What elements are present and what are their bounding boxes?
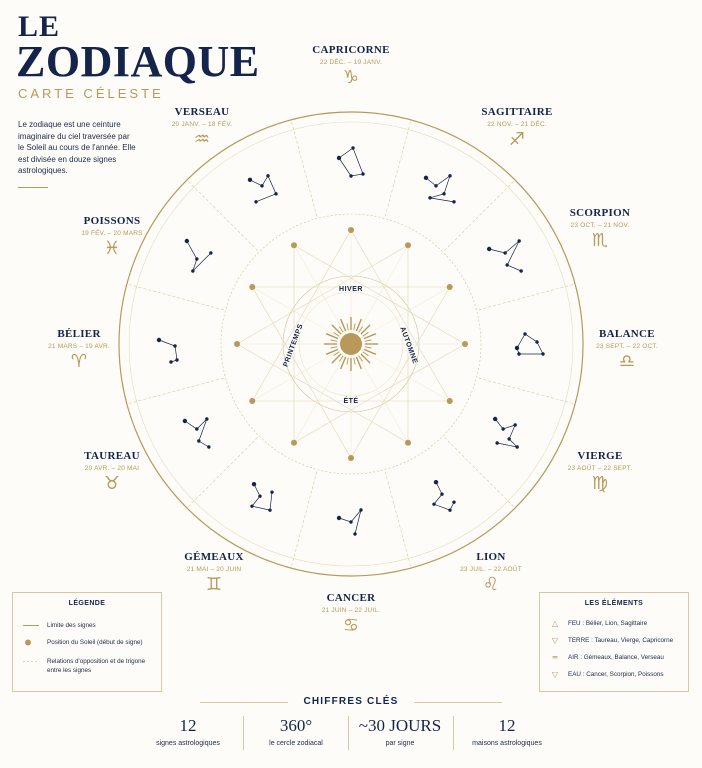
constellation-line (489, 241, 521, 271)
sun-ray (365, 340, 372, 341)
sign-name: BALANCE (599, 328, 655, 340)
constellation-star (195, 257, 198, 260)
legend-title: LÉGENDE (68, 600, 106, 607)
sign-boundary-line (479, 284, 576, 310)
constellation-star (268, 508, 271, 511)
sign-name: LION (476, 551, 506, 563)
constellation-line (434, 482, 454, 510)
sign-dates: 20 JANV. – 18 FÉV. (171, 121, 233, 128)
sun-ray (361, 325, 370, 334)
sign-dates: 20 AVR. – 20 MAI (84, 465, 140, 472)
constellation-star (495, 441, 498, 444)
constellation-star (270, 490, 273, 493)
sign-dates: 23 JUIL. – 22 AOÛT (460, 566, 522, 573)
sign-glyph-icon: ♌ (482, 574, 500, 595)
sun-position-dot (291, 440, 297, 446)
constellation-star (185, 239, 189, 243)
constellation-star (432, 502, 435, 505)
sign-name: VERSEAU (174, 106, 230, 118)
sun-icon (324, 317, 378, 371)
constellation-star (209, 251, 212, 254)
sign-label (436, 551, 546, 594)
constellation (337, 508, 363, 535)
sign-name: VIERGE (577, 450, 623, 462)
subtitle: CARTE CÉLESTE (18, 86, 164, 101)
season-label: ÉTÉ (343, 398, 359, 405)
sign-dates: 23 SEPT. – 22 OCT. (596, 343, 658, 350)
constellation-star (434, 184, 437, 187)
constellation (432, 480, 455, 512)
key-figures-title: CHIFFRES CLÉS (303, 696, 399, 707)
sun-position-dot (249, 284, 255, 290)
relation-line-icon (23, 657, 41, 666)
sign-label (147, 106, 257, 149)
sun-disc (340, 333, 362, 355)
constellation-star (195, 427, 198, 430)
constellation (515, 332, 545, 355)
constellation-star (191, 269, 194, 272)
sign-label (296, 592, 406, 635)
sign-glyph-icon: ♊ (205, 574, 223, 595)
sign-label (57, 215, 167, 258)
earth-icon: ▽ (551, 636, 559, 645)
constellation-star (205, 417, 208, 420)
sun-dot-icon (23, 638, 41, 647)
sign-boundary-line (127, 284, 224, 310)
key-figure-value: 360° (279, 716, 313, 735)
sun-ray (332, 354, 341, 363)
legend-box (12, 592, 162, 692)
constellation-star (448, 508, 451, 511)
sun-position-dot (291, 242, 297, 248)
sign-label (545, 207, 655, 250)
sun-ray (347, 323, 348, 330)
sign-boundary-line (385, 120, 411, 217)
sun-position-dot (249, 398, 255, 404)
sign-boundary-line (444, 180, 515, 251)
constellation-star (503, 251, 506, 254)
sign-dates: 22 DÉC. – 19 JANV. (319, 59, 383, 66)
sun-ray (354, 323, 355, 330)
constellation (424, 174, 456, 203)
constellation-star (505, 263, 508, 266)
sun-ray (330, 340, 337, 341)
constellation (250, 482, 273, 512)
constellation-line (187, 241, 211, 271)
sign-label (57, 450, 167, 493)
sun-ray (332, 325, 341, 334)
sign-boundary-line (127, 378, 224, 404)
title-line-1: LE (18, 10, 61, 43)
constellation-star (452, 500, 455, 503)
constellation-star (440, 492, 443, 495)
constellation-star (248, 178, 252, 182)
sign-name: BÉLIER (57, 328, 101, 340)
sign-label (572, 328, 682, 371)
sign-dates: 23 OCT. – 21 NOV. (570, 222, 630, 229)
legend-item-label: Relations d'opposition et de trigone entre les signes (47, 658, 146, 674)
sign-boundary-line (444, 437, 515, 508)
sign-glyph-icon: ♎ (618, 351, 636, 372)
sign-label (462, 106, 572, 149)
sign-glyph-icon: ♉ (103, 473, 121, 494)
constellation-star (535, 340, 538, 343)
constellation-line (159, 340, 177, 362)
sign-dates: 22 NOV. – 21 DÉC. (487, 121, 547, 128)
constellation-star (351, 146, 354, 149)
key-figure-label: le cercle zodiacal (269, 740, 323, 747)
boundary-line-icon (23, 621, 41, 630)
key-figure-value: 12 (498, 716, 516, 735)
sign-dates: 21 MAI – 20 JUIN (186, 566, 242, 573)
sign-name: POISSONS (83, 215, 141, 227)
constellation-star (515, 445, 518, 448)
key-figure-value: 12 (179, 716, 197, 735)
constellation-line (250, 176, 276, 202)
constellation-star (428, 196, 431, 199)
sun-position-dot (234, 341, 240, 347)
constellation-star (434, 480, 438, 484)
sign-glyph-icon: ♑ (342, 67, 360, 88)
sign-boundary-line (291, 120, 317, 217)
sign-name: GÉMEAUX (184, 551, 244, 563)
constellation-star (183, 419, 187, 423)
constellation (493, 417, 519, 449)
legend-item-label: Position du Soleil (début de signe) (47, 639, 143, 646)
constellation-star (493, 417, 497, 421)
constellation-star (252, 482, 256, 486)
constellation-star (487, 247, 491, 251)
key-figure (442, 716, 572, 747)
elements-box (539, 592, 689, 692)
sign-label (296, 44, 406, 87)
sun-position-dot (405, 242, 411, 248)
sign-dates: 19 FÉV. – 20 MARS (81, 230, 143, 237)
key-figure-label: signes astrologiques (156, 740, 220, 747)
season-label: AUTOMNE (398, 326, 419, 365)
sign-glyph-icon: ♐ (508, 129, 526, 150)
sign-glyph-icon: ♏ (591, 230, 609, 251)
water-icon: ▽ (551, 670, 559, 679)
fire-icon: △ (551, 619, 559, 628)
constellation-star (274, 192, 277, 195)
constellation-star (359, 508, 362, 511)
sign-dates: 21 JUIN – 22 JUIL. (321, 607, 381, 614)
sign-boundary-line (291, 472, 317, 569)
constellation-star (266, 174, 269, 177)
sun-ray (347, 358, 348, 365)
constellation (183, 417, 211, 448)
sign-boundary-line (187, 437, 258, 508)
sun-position-dot (348, 227, 354, 233)
constellation (487, 239, 523, 272)
constellation-star (254, 200, 257, 203)
sign-name: SAGITTAIRE (481, 106, 553, 118)
constellation-star (452, 200, 455, 203)
sign-name: CAPRICORNE (312, 44, 390, 56)
legend-item-label: Limite des signes (47, 622, 96, 629)
sun-ray (365, 347, 372, 348)
season-label: PRINTEMPS (282, 322, 305, 368)
sun-ray (330, 347, 337, 348)
sun-position-dot (447, 284, 453, 290)
season-label: HIVER (339, 286, 363, 293)
constellation-line (517, 334, 543, 354)
sign-boundary-line (479, 378, 576, 404)
constellation-star (513, 423, 516, 426)
sign-dates: 23 AOÛT – 22 SEPT. (567, 465, 633, 472)
constellation-star (349, 520, 352, 523)
constellation-star (424, 176, 428, 180)
constellation-star (501, 427, 504, 430)
key-figure-label: maisons astrologiques (472, 740, 542, 747)
constellation-star (519, 269, 522, 272)
sign-boundary-line (385, 472, 411, 569)
constellation-star (361, 172, 364, 175)
constellation-star (169, 360, 172, 363)
sign-boundary-line (187, 180, 258, 251)
element-item-label: TERRE : Taureau, Vierge, Capricorne (568, 637, 674, 644)
constellation-line (185, 419, 209, 447)
constellation-star (507, 437, 510, 440)
sign-name: CANCER (326, 592, 376, 604)
constellation-star (260, 184, 263, 187)
constellation-line (339, 148, 363, 176)
constellation-star (523, 332, 526, 335)
constellation-star (197, 439, 200, 442)
constellation-star (175, 358, 178, 361)
element-item-label: AIR : Gémeaux, Balance, Verseau (568, 654, 664, 661)
sun-position-dot (447, 398, 453, 404)
sun-ray (354, 358, 355, 365)
constellation-star (337, 156, 340, 159)
sun-position-dot (348, 455, 354, 461)
sign-glyph-icon: ♍ (591, 473, 609, 494)
constellation-star (337, 516, 341, 520)
sign-dates: 21 MARS – 19 AVR. (48, 343, 110, 350)
constellation-star (250, 504, 253, 507)
key-figure-label: par signe (385, 740, 415, 747)
constellation-star (515, 346, 518, 349)
constellation-star (258, 494, 261, 497)
sun-position-dot (405, 440, 411, 446)
sign-glyph-icon: ♈ (70, 351, 88, 372)
constellation-star (349, 174, 352, 177)
air-icon: ═ (552, 653, 558, 662)
constellation-star (442, 192, 445, 195)
constellation (248, 174, 278, 203)
sign-name: SCORPION (569, 207, 631, 219)
constellation-star (448, 174, 451, 177)
constellation (185, 239, 213, 273)
element-item-label: EAU : Cancer, Scorpion, Poissons (568, 671, 664, 678)
element-item-label: FEU : Bélier, Lion, Sagittaire (568, 620, 648, 627)
title-line-2: ZODIAQUE (16, 37, 260, 86)
constellation-star (517, 352, 520, 355)
sign-label (159, 551, 269, 594)
constellation (157, 338, 179, 364)
constellation-star (353, 532, 356, 535)
sign-label (24, 328, 134, 371)
sun-ray (361, 354, 370, 363)
sun-position-dot (462, 341, 468, 347)
sign-glyph-icon: ♋ (342, 615, 360, 636)
constellation-star (173, 344, 176, 347)
intro-text: Le zodiaque est une ceinture imaginaire du ciel traversée par le Soleil au cours de l'année. Elle est divisée en douze signes astrologiques. (18, 120, 136, 175)
constellation-star (541, 352, 544, 355)
key-figure-value: ~30 JOURS (358, 716, 442, 735)
constellation-star (517, 239, 520, 242)
sign-name: TAUREAU (84, 450, 140, 462)
constellation-star (157, 338, 161, 342)
constellation (337, 146, 365, 177)
sign-glyph-icon: ♒ (193, 129, 211, 150)
constellation-line (252, 484, 272, 510)
sign-glyph-icon: ♓ (103, 238, 121, 259)
sign-label (545, 450, 655, 493)
constellation-star (207, 445, 210, 448)
elements-title: LES ÉLÉMENTS (584, 600, 644, 607)
